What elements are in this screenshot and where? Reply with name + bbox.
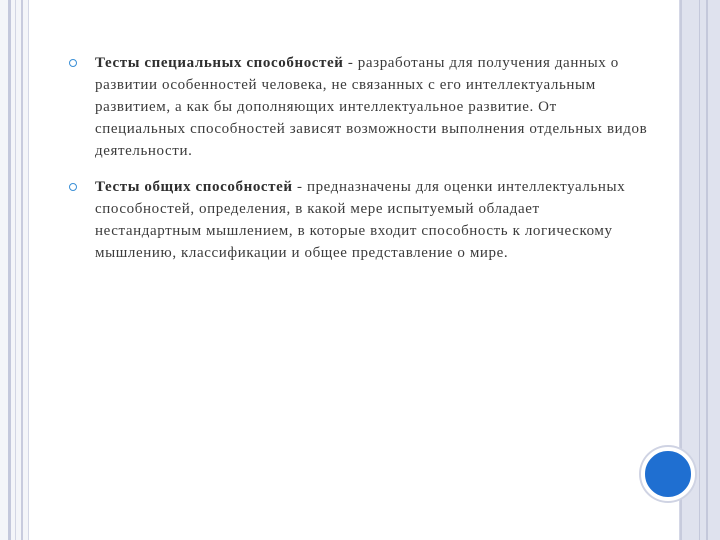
bullet-list <box>69 52 649 278</box>
blue-circle-icon <box>641 447 695 501</box>
right-border-line <box>706 0 708 540</box>
left-border-line <box>21 0 23 540</box>
list-item-special-abilities <box>69 52 649 162</box>
definition-text: - предназначены для оценки интеллектуальных способностей, определения, в какой мере испытуемый обладает нестандартным мышлением, в которые входит способность к логическому мышлению, классификации и общее представление о мире. <box>95 179 626 261</box>
term-label: Тесты специальных способностей <box>95 55 344 71</box>
term-label: Тесты общих способностей <box>95 179 293 195</box>
content-panel <box>28 0 680 540</box>
circle-bullet-icon <box>69 59 77 67</box>
right-border-line <box>699 0 700 540</box>
list-item-general-abilities <box>69 176 649 264</box>
left-border-line <box>8 0 11 540</box>
definition-text: - разработаны для получения данных о развитии особенностей человека, не связанных с его интеллектуальным развитием, а как бы дополняющих интеллектуальное развитие. От специальных способностей зависят возможности выполнения отдельных видов деятельности. <box>95 55 648 159</box>
left-border-line <box>15 0 16 540</box>
circle-bullet-icon <box>69 183 77 191</box>
